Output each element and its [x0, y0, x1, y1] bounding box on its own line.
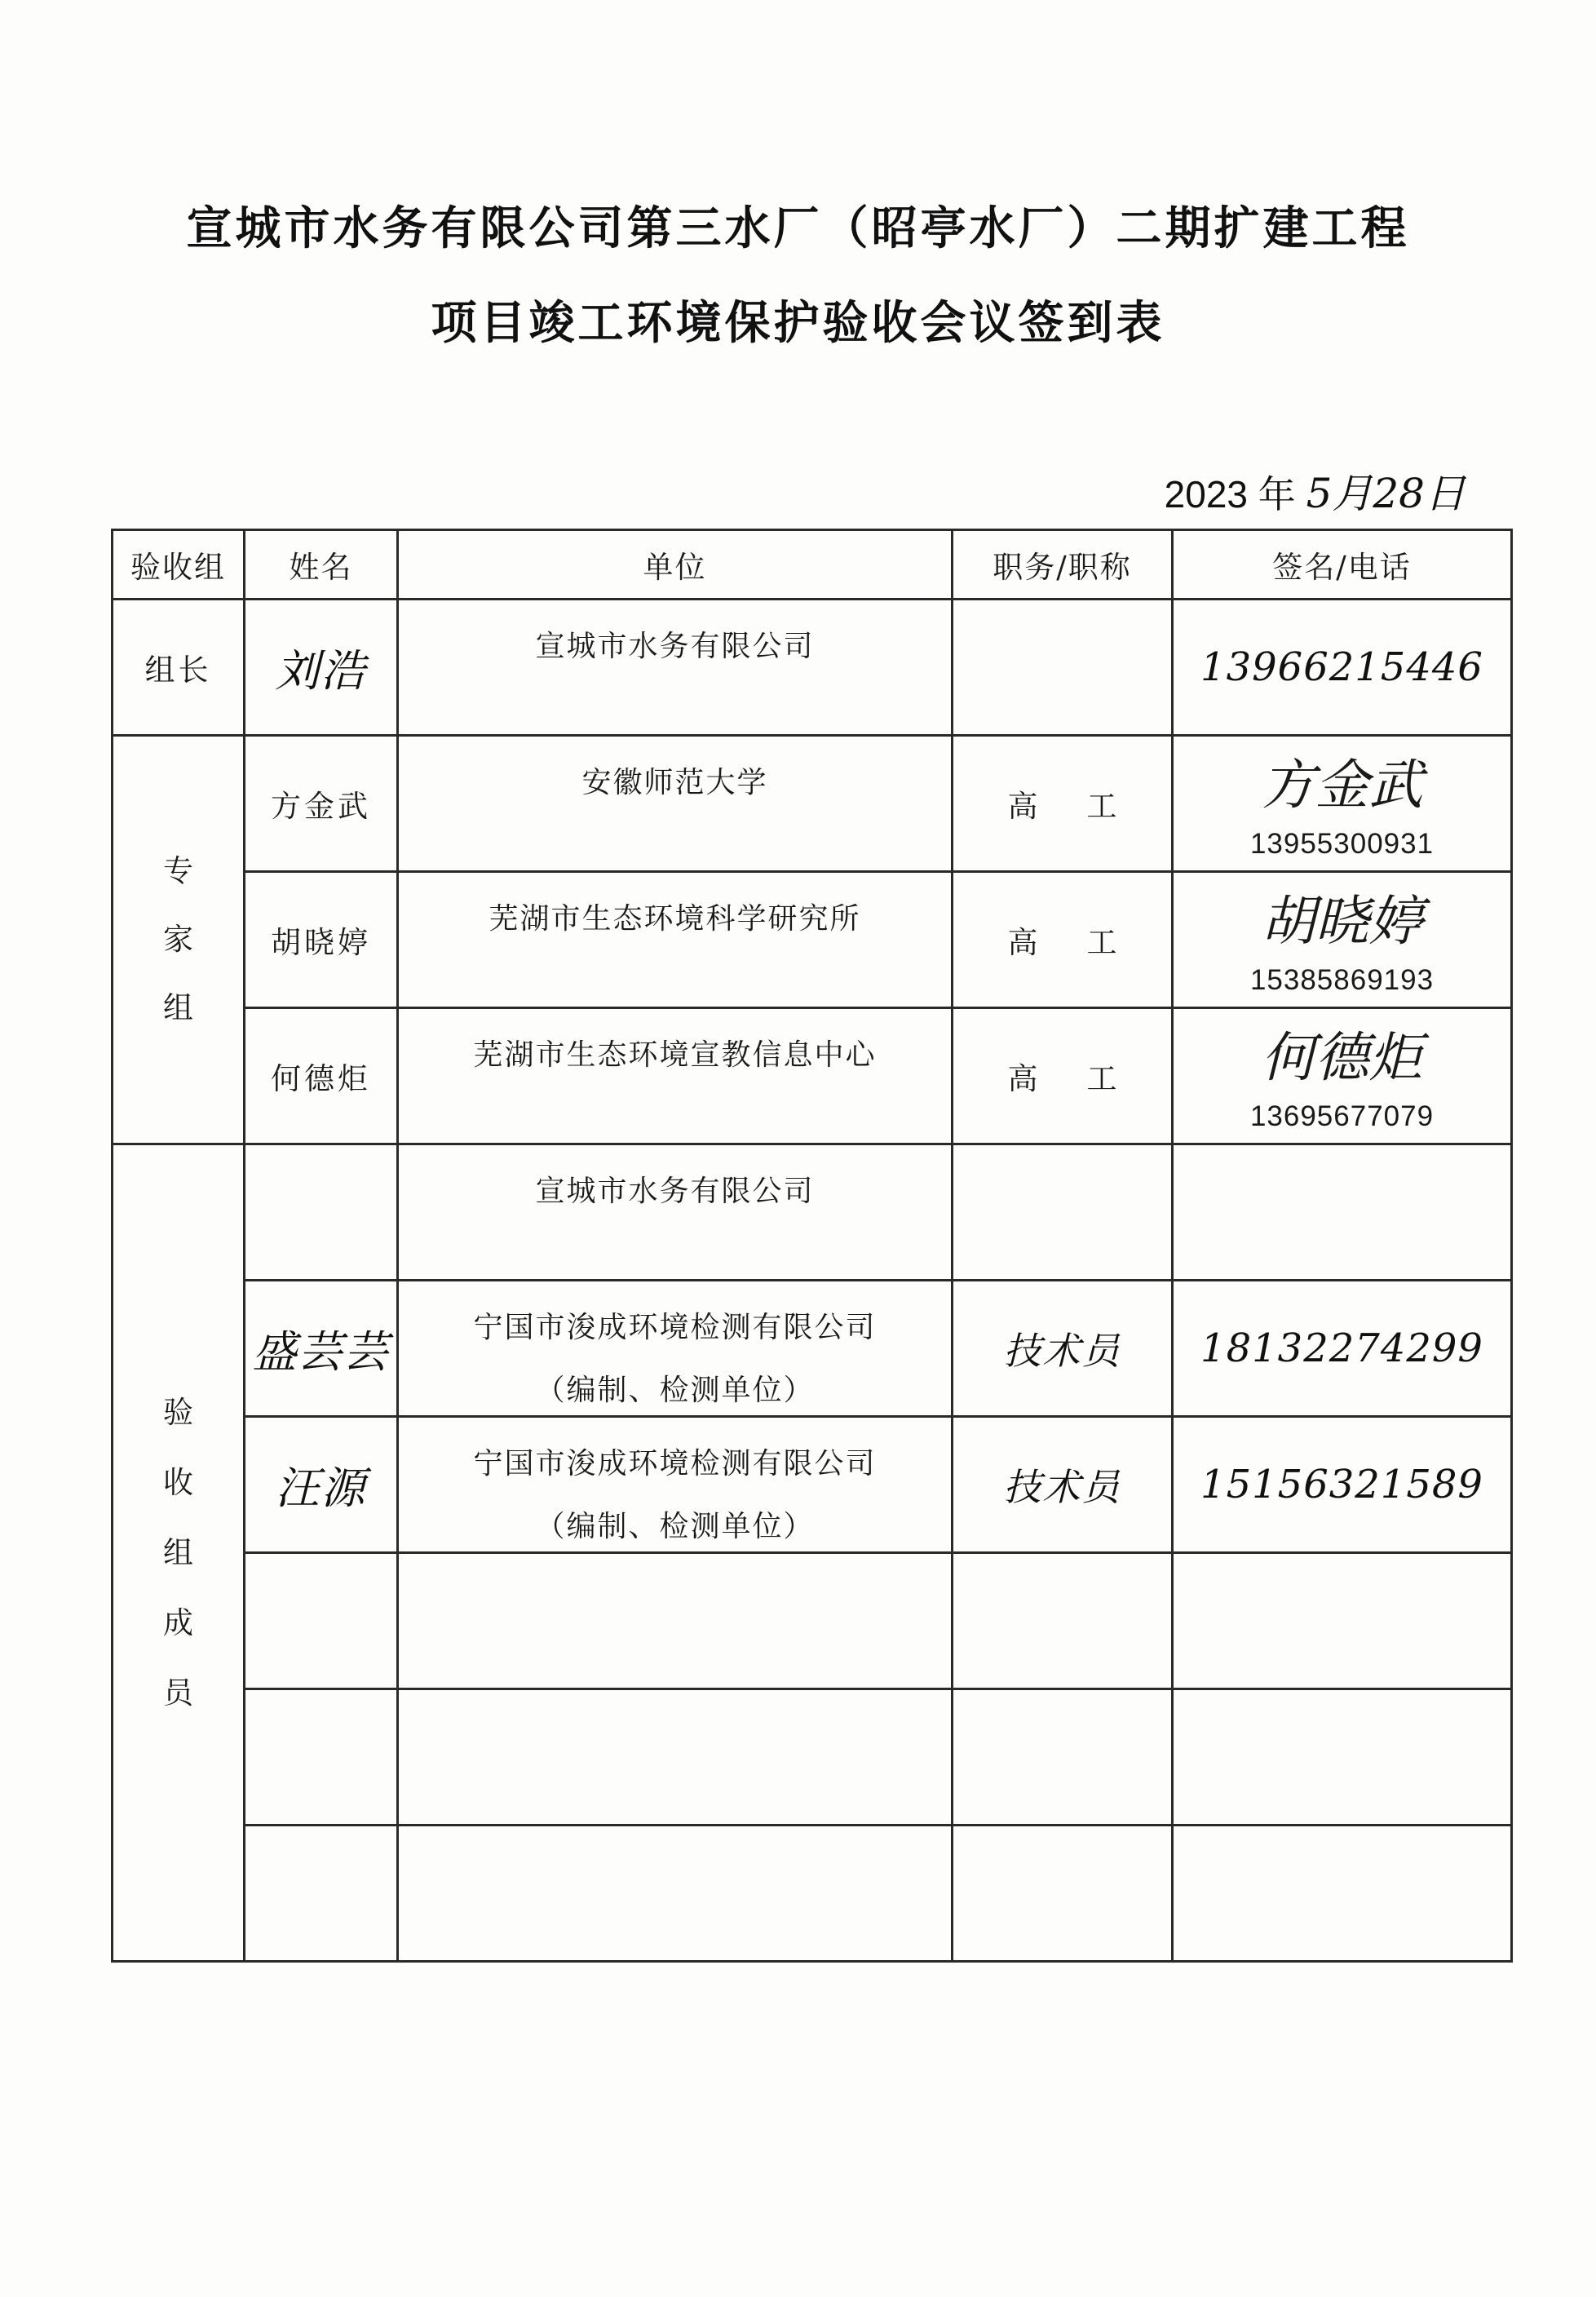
name-cell — [245, 1689, 398, 1826]
table-row — [113, 1553, 1512, 1689]
unit-cell: 宁国市浚成环境检测有限公司 （编制、检测单位） — [398, 1281, 953, 1417]
unit-cell — [398, 1553, 953, 1689]
title-cell: 高工 — [953, 1008, 1173, 1144]
name-cell — [245, 1553, 398, 1689]
handwritten-title: 技术员 — [1003, 1465, 1121, 1509]
meeting-date — [1165, 461, 1466, 520]
phone: 13955300931 — [1249, 828, 1435, 860]
table-row — [113, 1281, 1512, 1417]
group-cell-members: 验 收 组 成 员 — [113, 1144, 245, 1962]
phone: 13695677079 — [1249, 1100, 1435, 1132]
handwritten-signature: 方金武 — [1261, 754, 1423, 817]
table-row — [113, 1008, 1512, 1144]
group-cell-experts: 专 家 组 — [113, 736, 245, 1144]
name-cell — [245, 1417, 398, 1553]
title-cell — [953, 1553, 1173, 1689]
title-cell — [953, 1689, 1173, 1826]
signature-phone-cell — [1173, 872, 1512, 1008]
date-year: 2023 年 — [1164, 473, 1296, 516]
unit-cell: 安徽师范大学 — [398, 736, 953, 872]
unit-cell: 宣城市水务有限公司 — [398, 1144, 953, 1281]
header-unit: 单位 — [398, 530, 953, 600]
handwritten-phone: 13966215446 — [1200, 644, 1483, 690]
unit-cell: 芜湖市生态环境宣教信息中心 — [398, 1008, 953, 1144]
unit-cell: 宣城市水务有限公司 — [398, 600, 953, 736]
date-handwritten: 5月28日 — [1306, 470, 1466, 517]
table-row — [113, 736, 1512, 872]
table-row — [113, 1144, 1512, 1281]
signature-phone-cell — [1173, 1689, 1512, 1826]
title-cell: 高工 — [953, 736, 1173, 872]
header-title: 职务/职称 — [953, 530, 1173, 600]
table-row — [113, 1689, 1512, 1826]
header-name: 姓名 — [245, 530, 398, 600]
handwritten-title: 技术员 — [1003, 1329, 1121, 1373]
title-cell — [953, 600, 1173, 736]
name-cell — [245, 1144, 398, 1281]
handwritten-phone: 18132274299 — [1200, 1326, 1483, 1371]
unit-cell — [398, 1689, 953, 1826]
document-title-line2: 项目竣工环境保护验收会议签到表 — [431, 297, 1165, 350]
name-cell: 方金武 — [245, 736, 398, 872]
handwritten-signature: 汪源 — [275, 1462, 367, 1514]
title-cell — [953, 1826, 1173, 1962]
signature-phone-cell — [1173, 1417, 1512, 1553]
signature-phone-cell — [1173, 1826, 1512, 1962]
document-title-line1: 宣城市水务有限公司第三水厂（昭亭水厂）二期扩建工程 — [186, 202, 1410, 255]
signature-phone-cell — [1173, 1144, 1512, 1281]
header-signature-phone: 签名/电话 — [1173, 530, 1512, 600]
handwritten-signature: 何德炬 — [1261, 1026, 1423, 1089]
handwritten-signature: 刘浩 — [275, 644, 367, 697]
title-cell — [953, 1144, 1173, 1281]
table-row — [113, 1826, 1512, 1962]
name-cell — [245, 1826, 398, 1962]
header-group: 验收组 — [113, 530, 245, 600]
title-cell: 高工 — [953, 872, 1173, 1008]
signature-phone-cell — [1173, 1008, 1512, 1144]
handwritten-signature: 盛芸芸 — [252, 1326, 390, 1378]
name-cell: 胡晓婷 — [245, 872, 398, 1008]
signature-phone-cell — [1173, 1553, 1512, 1689]
group-cell: 组长 — [113, 600, 245, 736]
name-cell — [245, 600, 398, 736]
title-cell — [953, 1281, 1173, 1417]
signature-phone-cell — [1173, 600, 1512, 736]
handwritten-signature: 胡晓婷 — [1261, 890, 1423, 953]
unit-cell: 芜湖市生态环境科学研究所 — [398, 872, 953, 1008]
table-row — [113, 1417, 1512, 1553]
title-cell — [953, 1417, 1173, 1553]
handwritten-phone: 15156321589 — [1200, 1462, 1483, 1507]
name-cell: 何德炬 — [245, 1008, 398, 1144]
unit-cell — [398, 1826, 953, 1962]
sign-in-table — [111, 529, 1513, 1963]
table-row — [113, 600, 1512, 736]
table-row — [113, 872, 1512, 1008]
signature-phone-cell — [1173, 736, 1512, 872]
signature-phone-cell — [1173, 1281, 1512, 1417]
name-cell — [245, 1281, 398, 1417]
phone: 15385869193 — [1249, 964, 1435, 996]
unit-cell: 宁国市浚成环境检测有限公司 （编制、检测单位） — [398, 1417, 953, 1553]
header-row — [113, 530, 1512, 600]
